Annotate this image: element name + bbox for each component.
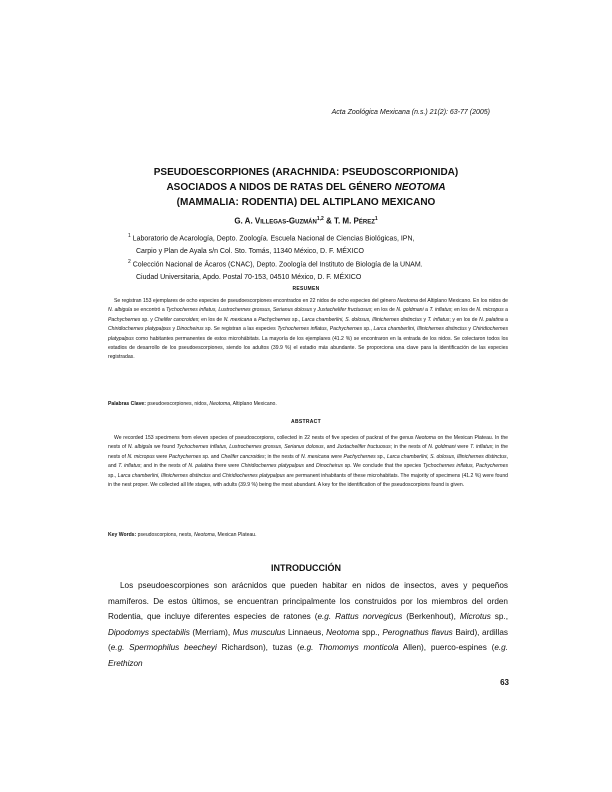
resumen-heading: RESUMEN: [292, 286, 320, 292]
title-line-1: PSEUDOESCORPIONES (ARACHNIDA: PSEUDOSCORPIONIDA): [153, 167, 459, 178]
abstract-text: We recorded 153 specimens from eleven species of pseudoscorpions, collected in 22 nests of five species of packrat of the genus Neotoma on the Mexican Plateau. In the nests of N. albigula we found Tychochernes inflatus, Lustrochernes grossus, Serianus dolosus, and Juxtachelifer fructuosus; in the nests of N. goldmani were T. inflatus; in the nests of N. micropus were Pachychernes sp. and Chelifer cancroides; in the nests of N. mexicana were Pachychernes sp., Larca chamberlini, S. dolosus, Illinichernes distinctus, and T. inflatus; and in the nests of N. palatina there were Chiridiochernes platypalpus and Dinocheirus sp. We conclude that the species Tychochernes inflatus, Pachychernes sp., Larca chamberlini, Illinichernes distinctus and Chiridiochernes platypalpus are permanent inhabitants of these microhabitats. The majority of specimens (41.2 %) were found in the nest proper. We collected all life stages, with adults (39.9 %) being the most abundant. A key for the identification of the pseudoscorpions found is given.: [108, 435, 508, 489]
title-line-3: (MAMMALIA: RODENTIA) DEL ALTIPLANO MEXICANO: [176, 197, 436, 208]
key-words: Key Words: pseudoscorpions, nests, Neotoma, Mexican Plateau.: [108, 532, 257, 538]
abstract-heading: ABSTRACT: [291, 419, 321, 425]
introduccion-text: Los pseudoescorpiones son arácnidos que pueden habitar en nidos de insectos, aves y pequeños mamíferos. De estos últimos, se encuentran principalmente los construidos por los miembros del orden Rodentia, que incluye diferentes especies de ratones (e.g. Rattus norvegicus (Berkenhout), Microtus sp., Dipodomys spectabilis (Merriam), Mus musculus Linnaeus, Neotoma spp., Perognathus flavus Baird), ardillas (e.g. Spermophilus beecheyi Richardson), tuzas (e.g. Thomomys monticola Allen), puerco-espines (e.g. Erethizon: [108, 581, 508, 668]
journal-citation: Acta Zoológica Mexicana (n.s.) 21(2): 63-77 (2005): [331, 109, 490, 116]
resumen-text: Se registran 153 ejemplares de ocho especies de pseudoescorpiones encontrados en 22 nidos de ocho especies del género Neotoma del Altiplano Mexicano. En los nidos de N. albigula se encontró a Tychochernes inflatus, Lustrochernes grossus, Serianus dolosus y Juxtachelifer fructuosus; en los de N. goldmani a T. inflatus; en los de N. micropus a Pachychernes sp. y Chelifer cancroides; en los de N. mexicana a Pachychernes sp., Larca chamberlini, S. dolosus, Illinichernes distinctus y T. inflatus; y en los de N. palatina a Chiridiochernes platypalpus y Dinocheirus sp. Se registran a las especies Tychochernes inflatus, Pachychernes sp., Larca chamberlini, Illinichernes distinctus y Chiridiochernes platypalpus como habitantes permanentes de estos microhábitats. La mayoría de los ejemplares (41.2 %) se encontraron en la entrada de los nidos. Se colectaron todos los estadios de desarrollo de los pseudoescorpiones, siendo los adultos (39.9 %) el estadio más abundante. Se proporciona una clave para la identificación de las especies registradas.: [108, 298, 509, 361]
authors: G. A. Villegas-Guzmán$^{1,2}$ & T. M. Pérez$^1$: [234, 216, 378, 226]
page-number: 63: [500, 678, 509, 687]
introduccion-heading: INTRODUCCIÓN: [271, 563, 341, 573]
affiliation-1: $^1$ Laboratorio de Acarología, Depto. Zoología. Escuela Nacional de Ciencias Biológicas, IPN, Carpio y Plan de Ayala s/n Col. Sto. Tomás, 11340 México, D. F. MÉXICO: [128, 233, 415, 256]
palabras-clave: Palabras Clave: pseudoescorpiones, nidos, Neotoma, Altiplano Mexicano.: [108, 401, 277, 407]
paper-title: [60, 165, 552, 210]
title-line-2: ASOCIADOS A NIDOS DE RATAS DEL GÉNERO NEOTOMA: [166, 182, 446, 193]
affiliation-2: $^2$ Colección Nacional de Ácaros (CNAC), Depto. Zoología del Instituto de Biología de la UNAM. Ciudad Universitaria, Apdo. Postal 70-153, 04510 México, D. F. MÉXICO: [128, 259, 423, 282]
